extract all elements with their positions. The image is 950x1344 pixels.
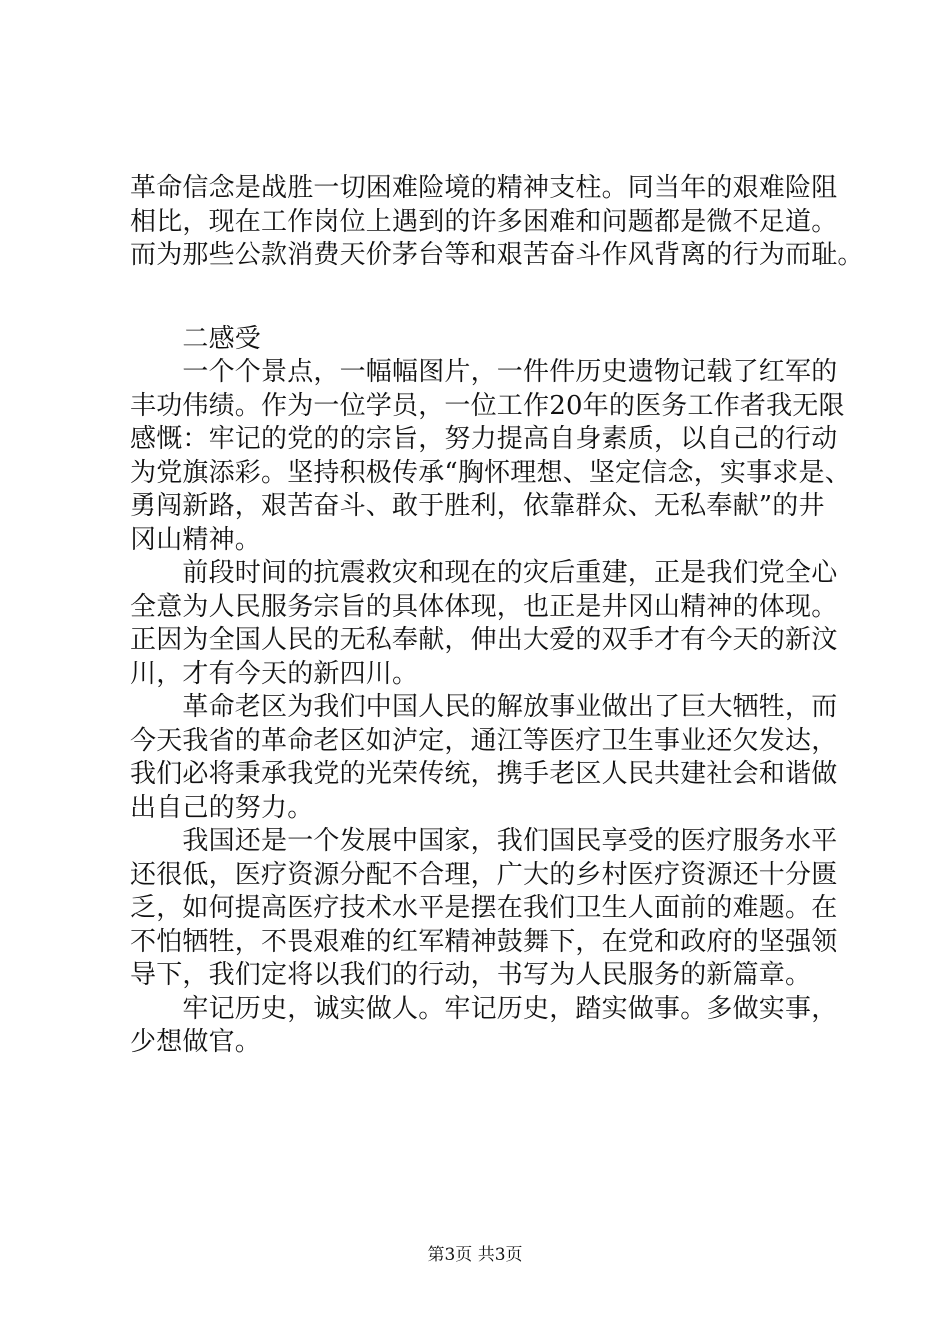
paragraph-line: 导下，我们定将以我们的行动，书写为人民服务的新篇章。 xyxy=(130,960,812,990)
paragraph-line: 为党旗添彩。坚持积极传承“胸怀理想、坚定信念，实事求是、 xyxy=(130,457,851,488)
paragraph-line: 出自己的努力。 xyxy=(130,792,314,823)
paragraph-line: 冈山精神。 xyxy=(130,524,262,555)
section-heading: 二感受 xyxy=(130,323,262,354)
paragraph-line: 我国还是一个发展中国家，我们国民享受的医疗服务水平 xyxy=(130,826,838,856)
paragraph-line: 川，才有今天的新四川。 xyxy=(130,658,419,689)
paragraph-line: 全意为人民服务宗旨的具体体现，也正是井冈山精神的体现。 xyxy=(130,591,838,622)
paragraph-line: 丰功伟绩。作为一位学员，一位工作20年的医务工作者我无限 xyxy=(130,390,845,421)
page-number-footer: 第3页 共3页 xyxy=(427,1245,523,1265)
paragraph-line: 乏，如何提高医疗技术水平是摆在我们卫生人面前的难题。在 xyxy=(130,893,838,923)
paragraph-line: 牢记历史，诚实做人。牢记历史，踏实做事。多做实事， xyxy=(130,993,838,1024)
paragraph-line: 革命老区为我们中国人民的解放事业做出了巨大牺牲，而 xyxy=(130,692,838,722)
paragraph-spacer xyxy=(130,273,845,323)
paragraph-line: 少想做官。 xyxy=(130,1027,262,1057)
paragraph-line: 感慨：牢记的党的的宗旨，努力提高自身素质，以自己的行动 xyxy=(130,424,838,454)
paragraph-line: 一个个景点，一幅幅图片，一件件历史遗物记载了红军的 xyxy=(130,357,838,387)
paragraph-line: 前段时间的抗震救灾和现在的灾后重建，正是我们党全心 xyxy=(130,558,838,588)
paragraph-line: 我们必将秉承我党的光荣传统，携手老区人民共建社会和谐做 xyxy=(130,759,838,789)
paragraph-line: 相比，现在工作岗位上遇到的许多困难和问题都是微不足道。 xyxy=(130,206,838,237)
paragraph-line: 今天我省的革命老区如泸定，通江等医疗卫生事业还欠发达， xyxy=(130,725,838,756)
paragraph-line: 不怕牺牲，不畏艰难的红军精神鼓舞下，在党和政府的坚强领 xyxy=(130,926,838,957)
paragraph-line: 革命信念是战胜一切困难险境的精神支柱。同当年的艰难险阻 xyxy=(130,173,838,203)
paragraph-line: 勇闯新路，艰苦奋斗、敢于胜利，依靠群众、无私奉献”的井 xyxy=(130,491,825,521)
document-body xyxy=(130,172,864,1060)
paragraph-line: 而为那些公款消费天价茅台等和艰苦奋斗作风背离的行为而耻。 xyxy=(130,240,864,270)
paragraph-line: 正因为全国人民的无私奉献，伸出大爱的双手才有今天的新汶 xyxy=(130,625,838,655)
paragraph-line: 还很低，医疗资源分配不合理，广大的乡村医疗资源还十分匮 xyxy=(130,859,838,890)
